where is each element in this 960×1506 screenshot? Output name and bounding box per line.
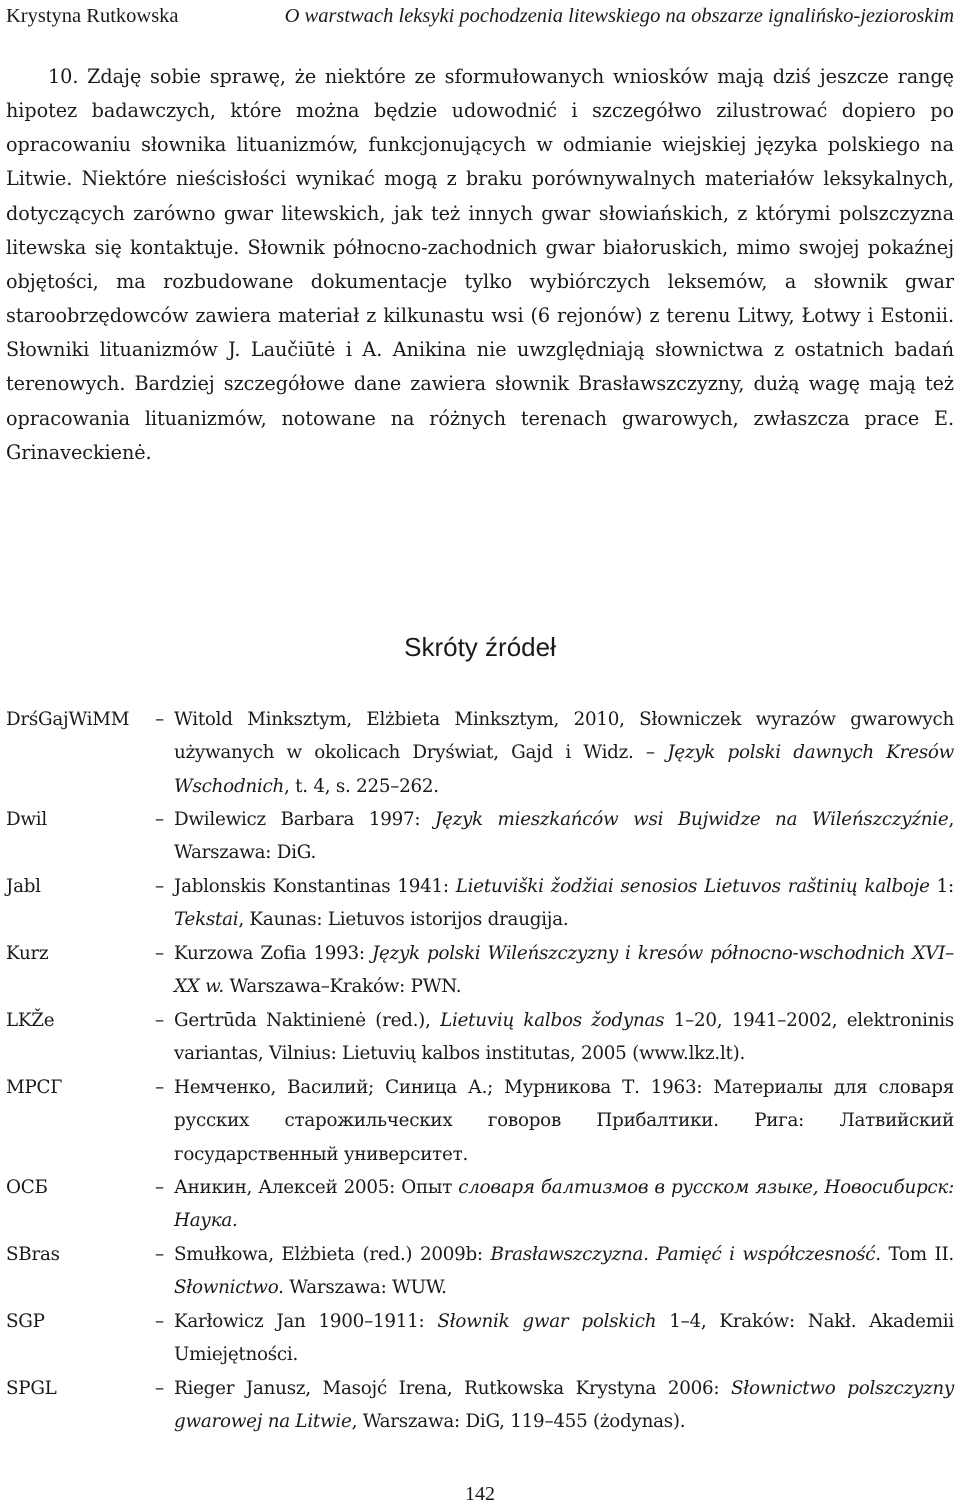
source-abbreviation: Dwil: [6, 809, 47, 830]
source-text-run: Jablonskis Konstantinas 1941:: [174, 876, 456, 897]
source-dash: –: [155, 876, 164, 897]
source-entry: [6, 1171, 954, 1238]
main-paragraph: 10. Zdaję sobie sprawę, że niektóre ze sformułowanych wniosków mają dziś jeszcze rangę hipotez badawczych, które można będzie udowodnić i szczegółwo zilustrować dopiero po opracowaniu słownika lituanizmów, funkcjonujących w odmianie wiejskiej języka polskiego na Litwie. Niektóre nieścisłości wynikać mogą z braku porównywalnych materiałów leksykalnych, dotyczących zarówno gwar litewskich, jak też innych gwar słowiańskich, z którymi polszczyzna litewska się kontaktuje. Słownik północno-zachodnich gwar białoruskich, mimo swojej pokaźnej objętości, ma rozbudowane dokumentacje tylko wybiórczych leksemów, a słownik gwar staroobrzędowców zawiera materiał z kilkunastu wsi (6 rejonów) z terenu Litwy, Łotwy i Estonii. Słowniki lituanizmów J. Laučiūtė i A. Anikina nie uwzględniają słownictwa z ostatnich badań terenowych. Bardziej szczegółowe dane zawiera słownik Brasławszczyzny, dużą wagę mają też opracowania lituanizmów, notowane na różnych terenach gwarowych, zwłaszcza prace E. Grinaveckienė.: [6, 65, 954, 464]
italic-title: Słownik gwar polskich: [437, 1311, 657, 1332]
source-text-run: Witold Minksztym, Elżbieta Minksztym, 2010, Słowniczek wyrazów gwarowych używanych w okolicach Dryświat, Gajd i Widz. –: [174, 709, 954, 764]
source-text-run: Gertrūda Naktinienė (red.),: [174, 1010, 441, 1031]
source-description: [174, 1305, 954, 1372]
source-abbreviation: LKŽe: [6, 1010, 55, 1031]
source-entry: [6, 1238, 954, 1305]
italic-title: Język mieszkańców wsi Bujwidze na Wileńszczyźnie: [434, 809, 949, 830]
source-abbreviation: Kurz: [6, 943, 49, 964]
source-dash: –: [155, 709, 164, 730]
source-description: [174, 1238, 954, 1305]
italic-title: Lietuviški žodžiai senosios Lietuvos raštinių kalboje: [455, 876, 930, 897]
source-dash: –: [155, 1378, 164, 1399]
source-entry: [6, 1372, 954, 1439]
source-description: [174, 1171, 954, 1238]
source-abbreviation: SPGL: [6, 1378, 57, 1399]
source-abbreviation: МРСГ: [6, 1077, 63, 1098]
source-text-run: Dwilewicz Barbara 1997:: [174, 809, 435, 830]
italic-title: Lietuvių kalbos žodynas: [440, 1010, 665, 1031]
italic-title: Słownictwo.: [174, 1277, 284, 1299]
italic-title: Język polski Wileńszczyzny i kresów północno-wschodnich XVI–XX w.: [174, 943, 954, 998]
source-text-run: , Warszawa: DiG.: [174, 809, 954, 864]
source-dash: –: [155, 1177, 164, 1198]
source-dash: –: [155, 1244, 164, 1265]
source-dash: –: [155, 1077, 164, 1098]
source-description: [174, 703, 954, 803]
source-entry: [6, 803, 954, 870]
source-entry: [6, 870, 954, 937]
source-entry: [6, 703, 954, 803]
source-text-run: 1:: [929, 876, 954, 897]
source-text-run: Smułkowa, Elżbieta (red.) 2009b:: [174, 1244, 491, 1265]
page-number: 142: [465, 1483, 495, 1505]
source-abbreviation: SBras: [6, 1244, 60, 1265]
source-description: [174, 803, 954, 870]
source-text-run: Немченко, Василий; Синица А.; Мурникова Т. 1963: Материалы для словаря русских старожильческих говоров Прибалтики. Рига: Латвийский государственный университет.: [174, 1077, 954, 1165]
source-entry: [6, 1305, 954, 1372]
source-text-run: Аникин, Алексей 2005: Опыт: [174, 1177, 459, 1198]
source-description: [174, 1071, 954, 1171]
italic-title: Język polski dawnych Kresów Wschodnich: [174, 742, 954, 797]
header-author: Krystyna Rutkowska: [6, 5, 179, 27]
source-abbreviation: DrśGajWiMM: [6, 709, 130, 730]
source-entry: [6, 1004, 954, 1071]
source-text-run: Karłowicz Jan 1900–1911:: [174, 1311, 438, 1332]
source-text-run: Rieger Janusz, Masojć Irena, Rutkowska Krystyna 2006:: [174, 1378, 732, 1399]
italic-title: Brasławszczyzna. Pamięć i współczesność.: [490, 1244, 881, 1265]
italic-title: Słownictwo polszczyzny gwarowej na Litwie: [174, 1378, 954, 1433]
source-dash: –: [155, 809, 164, 830]
source-description: [174, 870, 954, 937]
source-text-run: , t. 4, s. 225–262.: [284, 775, 439, 797]
source-description: [174, 1004, 954, 1071]
source-abbreviation: Jabl: [6, 876, 41, 897]
source-entry: [6, 1071, 954, 1171]
header-running-title: O warstwach leksyki pochodzenia litewskiego na obszarze ignalińsko-jezioroskim: [284, 5, 954, 27]
source-abbreviation: ОСБ: [6, 1177, 48, 1198]
source-text-run: Warszawa: WUW.: [283, 1277, 447, 1299]
section-title: Skróty źródeł: [404, 632, 556, 662]
source-description: [174, 1372, 954, 1439]
italic-title: Tekstai: [174, 909, 239, 931]
source-description: [174, 937, 954, 1004]
italic-title: словаря балтизмов в русском языке, Новосибирск: Наука.: [174, 1177, 954, 1232]
source-dash: –: [155, 1010, 164, 1031]
source-abbreviation: SGP: [6, 1311, 45, 1332]
source-entry: [6, 937, 954, 1004]
source-text-run: 1–4, Kraków: Nakł. Akademii Umiejętności.: [174, 1311, 954, 1366]
sources-list: [6, 703, 954, 1439]
running-header: [6, 2, 954, 30]
source-text-run: Tom II.: [880, 1244, 954, 1265]
source-text-run: Warszawa–Kraków: PWN.: [223, 976, 462, 998]
source-text-run: 1–20, 1941–2002, elektroninis variantas, Vilnius: Lietuvių kalbos institutas, 2005 (www.lkz.lt).: [174, 1010, 954, 1065]
source-dash: –: [155, 1311, 164, 1332]
source-text-run: Kurzowa Zofia 1993:: [174, 943, 372, 964]
source-text-run: , Warszawa: DiG, 119–455 (żodynas).: [351, 1411, 686, 1433]
source-text-run: , Kaunas: Lietuvos istorijos draugija.: [238, 909, 569, 931]
source-dash: –: [155, 943, 164, 964]
